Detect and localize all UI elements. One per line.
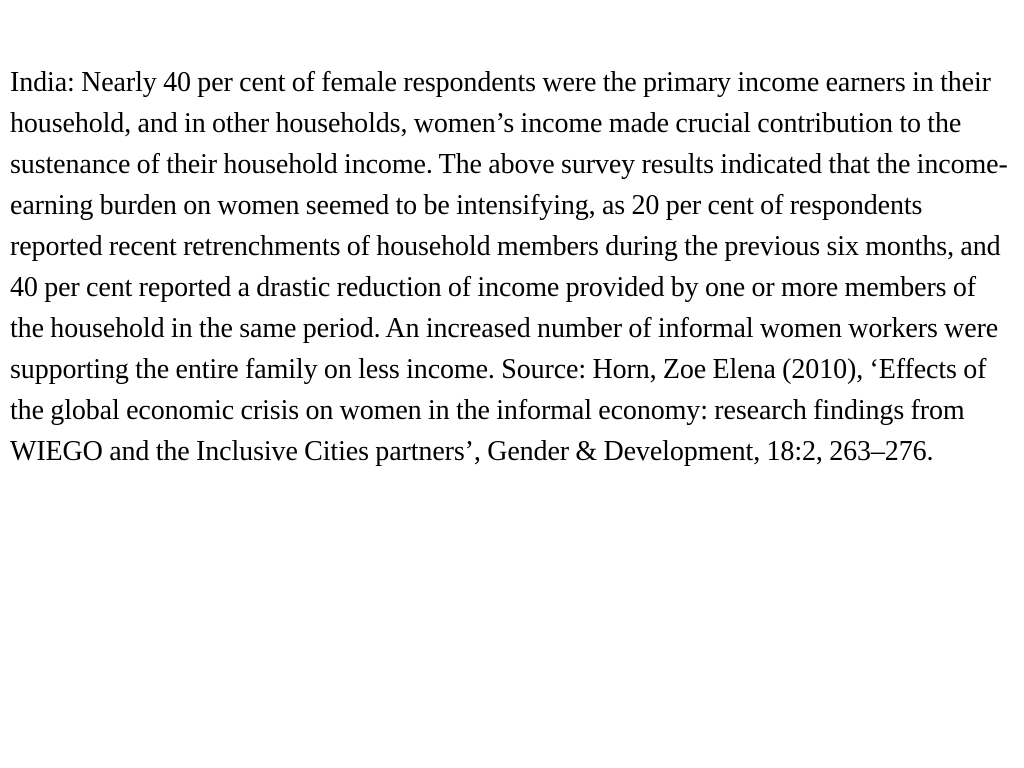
body-paragraph: India: Nearly 40 per cent of female respondents were the primary income earners in their household, and in other households, women’s income made crucial contribution to the sustenance of their household income. The above survey results indicated that the income-earning burden on women seemed to be intensifying, as 20 per cent of respondents reported recent retrenchments of household members during the previous six months, and 40 per cent reported a drastic reduction of income provided by one or more members of the household in the same period. An increased number of informal women workers were supporting the entire family on less income. Source: Horn, Zoe Elena (2010), ‘Effects of the global economic crisis on women in the informal economy: research findings from WIEGO and the Inclusive Cities partners’, Gender & Development, 18:2, 263–276. [10, 67, 1008, 467]
